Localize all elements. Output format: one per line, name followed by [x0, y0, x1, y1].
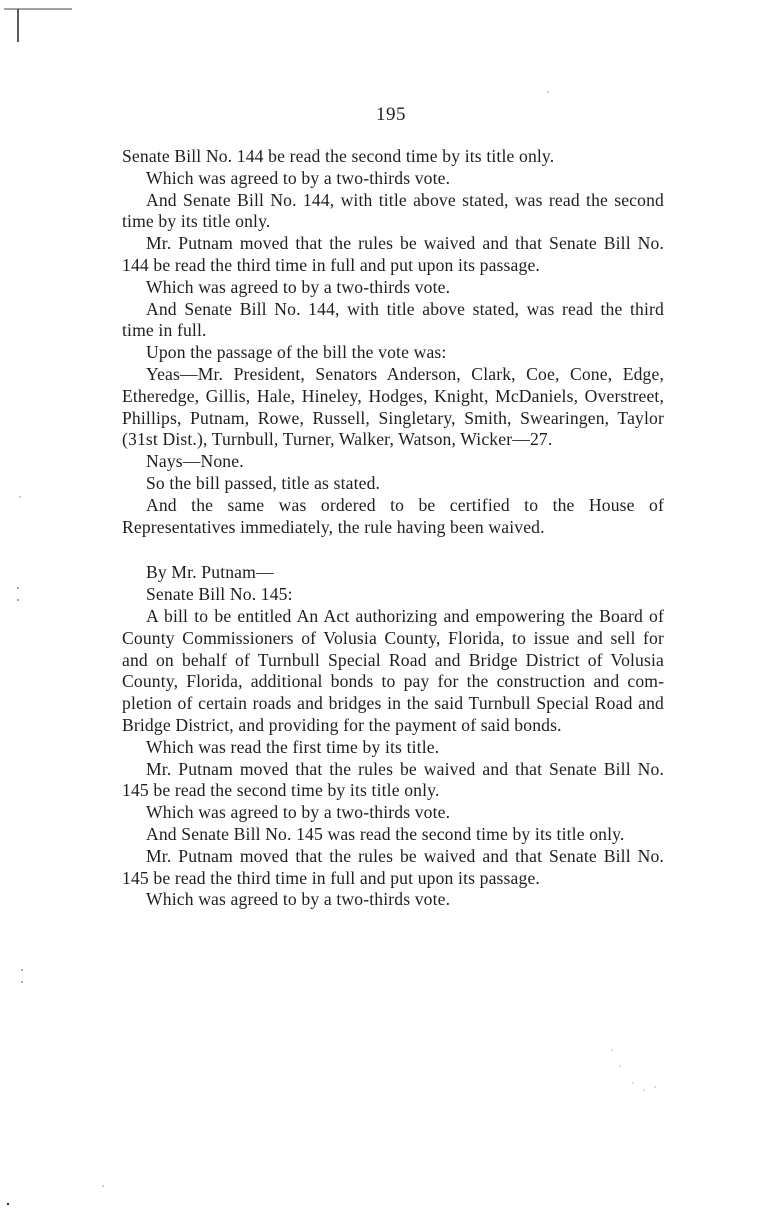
- bill-title: A bill to be entitled An Act authorizing and empowering the Board of County Commissioners of Volusia County, Florida, to issue and sell for and on behalf of Turnbull Special Road and Bridge District of Volusia County, Florida, additional bonds to pay for the construction and completion of certain roads and bridges in the said Turnbull Special Road and Bridge District, and providing for the payment of said bonds.: [122, 605, 664, 735]
- bill-introducer: By Mr. Putnam—: [146, 562, 274, 583]
- paragraph: And Senate Bill No. 145 was read the second time by its title only.: [146, 823, 625, 844]
- vote-nays: Nays—None.: [146, 451, 244, 472]
- paragraph: Senate Bill No. 144 be read the second time by its title only.: [122, 146, 555, 166]
- page-number: 195: [376, 104, 406, 125]
- paragraph: Which was agreed to by a two-thirds vote.: [146, 167, 451, 188]
- paragraph: Mr. Putnam moved that the rules be waived and that Senate Bill No. 144 be read the third time in full and put upon its passage.: [122, 233, 664, 275]
- paragraph: Which was read the first time by its title.: [146, 736, 440, 757]
- paragraph: And Senate Bill No. 144, with title above stated, was read the second time by its title only.: [122, 189, 664, 232]
- corner-crop-mark: [4, 6, 74, 46]
- bill-number: Senate Bill No. 145:: [146, 584, 293, 605]
- paragraph: Upon the passage of the bill the vote was:: [146, 342, 447, 363]
- paragraph: Which was agreed to by a two-thirds vote.: [146, 276, 451, 297]
- paragraph: Which was agreed to by a two-thirds vote.: [146, 889, 451, 910]
- paragraph: Mr. Putnam moved that the rules be waived and that Senate Bill No. 145 be read the third time in full and put upon its passage.: [122, 845, 664, 888]
- paragraph: And Senate Bill No. 144, with title above stated, was read the third time in full.: [122, 298, 664, 341]
- paragraph: Which was agreed to by a two-thirds vote.: [146, 802, 451, 823]
- paragraph: And the same was ordered to be certified to the House of Representatives immediately, the rule having been waived.: [122, 494, 664, 537]
- vote-yeas: Yeas—Mr. President, Senators Anderson, Clark, Coe, Cone, Edge, Etheredge, Gillis, Hale, Hineley, Hodges, Knight, McDaniels, Overstreet, Phillips, Putnam, Rowe, Russell, Singletary, Smith, Swearingen, Taylor (31st Dist.), Turnbull, Turner, Walker, Watson, Wicker—27.: [122, 363, 664, 450]
- paragraph: Mr. Putnam moved that the rules be waived and that Senate Bill No. 145 be read the second time by its title only.: [122, 758, 664, 801]
- paragraph: So the bill passed, title as stated.: [146, 472, 381, 493]
- document-body: [122, 146, 664, 911]
